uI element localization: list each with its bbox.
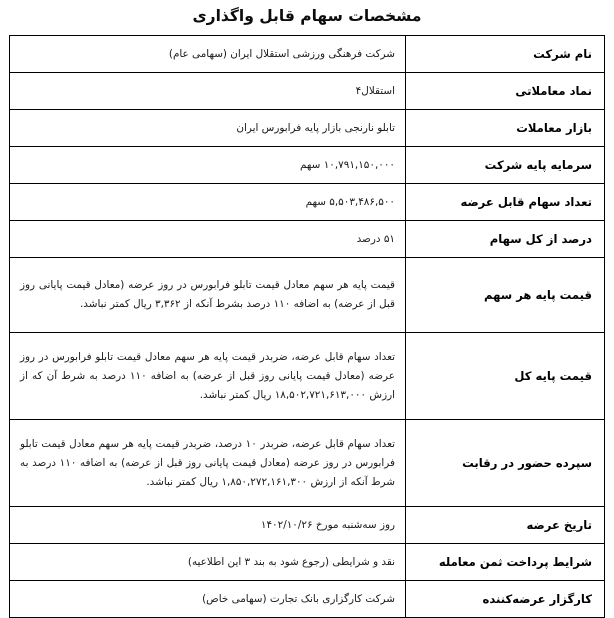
row-label-trading-symbol: نماد معاملاتی: [406, 73, 605, 110]
table-body: [10, 36, 605, 618]
row-label-offering-date: تاریخ عرضه: [406, 507, 605, 544]
row-label-payment-terms: شرایط پرداخت ثمن معامله: [406, 544, 605, 581]
table-row: [10, 507, 605, 544]
row-label-percent-of-total-shares: درصد از کل سهام: [406, 221, 605, 258]
row-value-offering-date: روز سه‌شنبه مورخ ۱۴۰۲/۱۰/۲۶: [10, 507, 406, 544]
row-label-competition-deposit: سپرده حضور در رقابت: [406, 420, 605, 507]
row-value-payment-terms: نقد و شرایطی (رجوع شود به بند ۳ این اطلاعیه): [10, 544, 406, 581]
row-label-base-capital: سرمایه پایه شرکت: [406, 147, 605, 184]
row-value-base-price-per-share: قیمت پایه هر سهم معادل قیمت تابلو فرابورس در روز عرضه (معادل قیمت پایانی روز قبل از عرضه) به اضافه ۱۱۰ درصد بشرط آنکه از ۳,۳۶۲ ریال کمتر نباشد.: [10, 258, 406, 333]
row-value-total-base-price: تعداد سهام قابل عرضه، ضربدر قیمت پایه هر سهم معادل قیمت تابلو فرابورس در روز عرضه (معادل قیمت پایانی روز قبل از عرضه) به اضافه ۱۱۰ درصد به شرط آن که از ارزش ۱۸,۵۰۲,۷۲۱,۶۱۳,۰۰۰ ریال کمتر نباشد.: [10, 333, 406, 420]
table-row: [10, 36, 605, 73]
row-value-base-capital: ۱۰,۷۹۱,۱۵۰,۰۰۰ سهم: [10, 147, 406, 184]
page-title: مشخصات سهام قابل واگذاری: [192, 7, 422, 25]
table-row: [10, 420, 605, 507]
table-row: [10, 184, 605, 221]
table-row: [10, 544, 605, 581]
row-value-trading-symbol: استقلال۴: [10, 73, 406, 110]
row-value-competition-deposit: تعداد سهام قابل عرضه، ضربدر ۱۰ درصد، ضربدر قیمت پایه هر سهم معادل قیمت تابلو فرابورس در روز عرضه (معادل قیمت پایانی روز قبل از عرضه) به اضافه ۱۱۰ درصد به شرط آنکه از ارزش ۱,۸۵۰,۲۷۲,۱۶۱,۳۰۰ ریال کمتر نباشد.: [10, 420, 406, 507]
row-label-base-price-per-share: قیمت پایه هر سهم: [406, 258, 605, 333]
row-value-company-name: شرکت فرهنگی ورزشی استقلال ایران (سهامی عام): [10, 36, 406, 73]
row-label-total-base-price: قیمت پایه کل: [406, 333, 605, 420]
table-row: [10, 221, 605, 258]
row-label-offered-shares-count: تعداد سهام قابل عرضه: [406, 184, 605, 221]
row-value-offering-broker: شرکت کارگزاری بانک تجارت (سهامی خاص): [10, 581, 406, 618]
table-row: [10, 258, 605, 333]
table-row: [10, 73, 605, 110]
row-value-trading-market: تابلو نارنجی بازار پایه فرابورس ایران: [10, 110, 406, 147]
row-label-trading-market: بازار معاملات: [406, 110, 605, 147]
table-row: [10, 333, 605, 420]
row-label-offering-broker: کارگزار عرضه‌کننده: [406, 581, 605, 618]
row-label-company-name: نام شرکت: [406, 36, 605, 73]
table-row: [10, 147, 605, 184]
share-specifications-table: [9, 35, 605, 618]
row-value-percent-of-total-shares: ۵۱ درصد: [10, 221, 406, 258]
table-row: [10, 581, 605, 618]
table-row: [10, 110, 605, 147]
row-value-offered-shares-count: ۵,۵۰۳,۴۸۶,۵۰۰ سهم: [10, 184, 406, 221]
